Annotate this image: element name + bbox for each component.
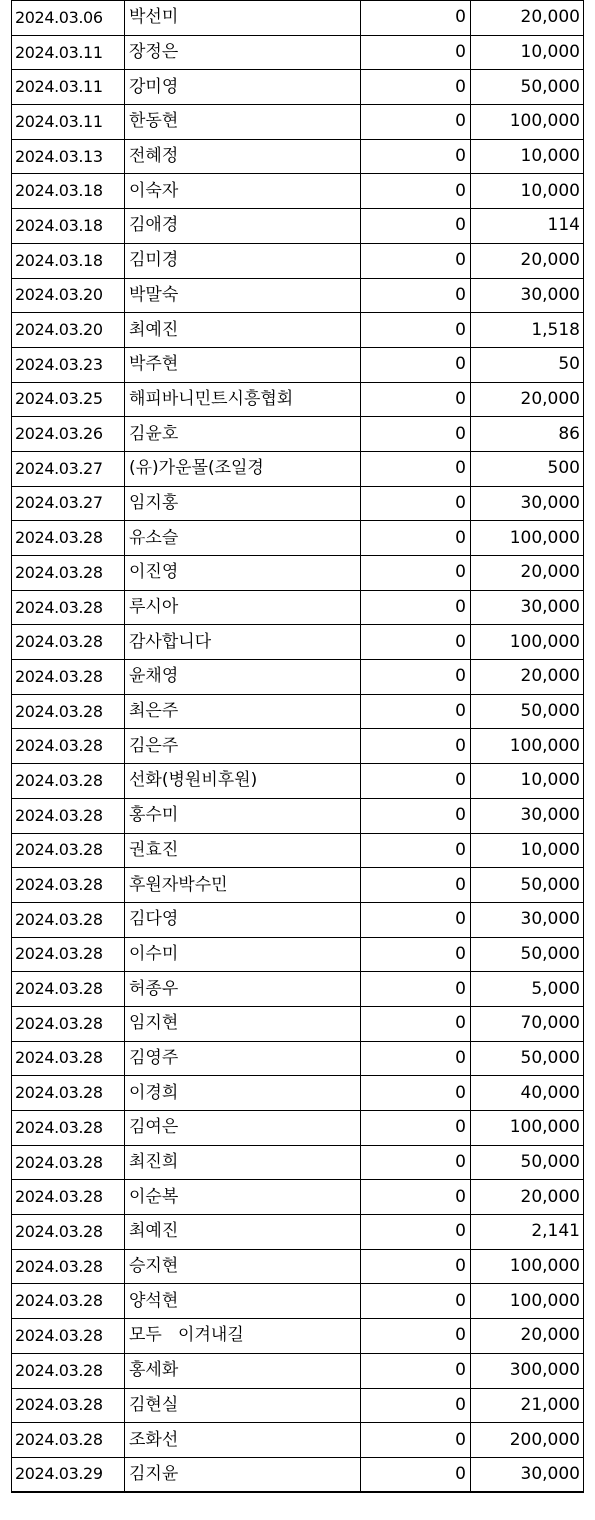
date-cell: 2024.03.28 [12,1353,125,1388]
date-cell: 2024.03.27 [12,451,125,486]
date-cell: 2024.03.25 [12,382,125,417]
date-cell: 2024.03.28 [12,1111,125,1146]
amount-cell: 86 [471,417,584,452]
table-row [12,209,584,244]
table-row [12,764,584,799]
zero-cell: 0 [361,1215,471,1250]
zero-cell: 0 [361,1076,471,1111]
donor-name-cell: 김현실 [125,1388,361,1423]
donor-name-cell: 최예진 [125,313,361,348]
amount-cell: 100,000 [471,1284,584,1319]
zero-cell: 0 [361,139,471,174]
donor-name-cell: 한동현 [125,105,361,140]
amount-cell: 20,000 [471,1180,584,1215]
zero-cell: 0 [361,590,471,625]
zero-cell: 0 [361,35,471,70]
amount-cell: 30,000 [471,278,584,313]
amount-cell: 30,000 [471,1457,584,1492]
zero-cell: 0 [361,972,471,1007]
donor-name-cell: 양석현 [125,1284,361,1319]
amount-cell: 10,000 [471,174,584,209]
zero-cell: 0 [361,1457,471,1492]
donation-ledger-table [11,0,584,1493]
date-cell: 2024.03.28 [12,798,125,833]
amount-cell: 300,000 [471,1353,584,1388]
zero-cell: 0 [361,70,471,105]
date-cell: 2024.03.23 [12,347,125,382]
zero-cell: 0 [361,902,471,937]
table-row [12,1284,584,1319]
donor-name-cell: 이숙자 [125,174,361,209]
date-cell: 2024.03.11 [12,70,125,105]
amount-cell: 50 [471,347,584,382]
table-row [12,313,584,348]
zero-cell: 0 [361,833,471,868]
donor-name-cell: 후원자박수민 [125,868,361,903]
zero-cell: 0 [361,1284,471,1319]
zero-cell: 0 [361,1353,471,1388]
donor-name-cell: 박말숙 [125,278,361,313]
zero-cell: 0 [361,105,471,140]
amount-cell: 30,000 [471,902,584,937]
date-cell: 2024.03.11 [12,35,125,70]
table-row [12,1319,584,1354]
amount-cell: 30,000 [471,590,584,625]
table-row [12,382,584,417]
table-row [12,694,584,729]
zero-cell: 0 [361,278,471,313]
table-row [12,1,584,36]
zero-cell: 0 [361,1,471,36]
date-cell: 2024.03.20 [12,313,125,348]
date-cell: 2024.03.28 [12,1388,125,1423]
date-cell: 2024.03.28 [12,1145,125,1180]
amount-cell: 40,000 [471,1076,584,1111]
zero-cell: 0 [361,1388,471,1423]
donor-name-cell: 장정은 [125,35,361,70]
zero-cell: 0 [361,868,471,903]
date-cell: 2024.03.28 [12,1076,125,1111]
table-row [12,1180,584,1215]
amount-cell: 20,000 [471,1319,584,1354]
table-row [12,798,584,833]
table-row [12,1145,584,1180]
amount-cell: 30,000 [471,798,584,833]
zero-cell: 0 [361,1006,471,1041]
date-cell: 2024.03.28 [12,1006,125,1041]
table-row [12,1006,584,1041]
amount-cell: 30,000 [471,486,584,521]
amount-cell: 100,000 [471,625,584,660]
zero-cell: 0 [361,1111,471,1146]
amount-cell: 20,000 [471,660,584,695]
zero-cell: 0 [361,556,471,591]
date-cell: 2024.03.18 [12,174,125,209]
donor-name-cell: 감사합니다 [125,625,361,660]
table-row [12,451,584,486]
zero-cell: 0 [361,1041,471,1076]
table-row [12,174,584,209]
donor-name-cell: 승지현 [125,1249,361,1284]
ledger-body [12,1,584,1493]
donor-name-cell: 이수미 [125,937,361,972]
zero-cell: 0 [361,1249,471,1284]
zero-cell: 0 [361,521,471,556]
amount-cell: 50,000 [471,70,584,105]
amount-cell: 10,000 [471,35,584,70]
amount-cell: 20,000 [471,243,584,278]
date-cell: 2024.03.29 [12,1457,125,1492]
amount-cell: 20,000 [471,382,584,417]
donor-name-cell: 허종우 [125,972,361,1007]
table-row [12,937,584,972]
donor-name-cell: 김애경 [125,209,361,244]
date-cell: 2024.03.28 [12,764,125,799]
donor-name-cell: 이경희 [125,1076,361,1111]
table-row [12,243,584,278]
date-cell: 2024.03.28 [12,660,125,695]
zero-cell: 0 [361,1145,471,1180]
donor-name-cell: (유)가운몰(조일경 [125,451,361,486]
zero-cell: 0 [361,243,471,278]
amount-cell: 50,000 [471,694,584,729]
date-cell: 2024.03.11 [12,105,125,140]
amount-cell: 20,000 [471,556,584,591]
zero-cell: 0 [361,798,471,833]
table-row [12,833,584,868]
table-row [12,972,584,1007]
table-row [12,729,584,764]
date-cell: 2024.03.28 [12,1215,125,1250]
date-cell: 2024.03.06 [12,1,125,36]
donor-name-cell: 모두 이겨내길 [125,1319,361,1354]
zero-cell: 0 [361,764,471,799]
amount-cell: 10,000 [471,139,584,174]
donor-name-cell: 박주현 [125,347,361,382]
donor-name-cell: 임지현 [125,1006,361,1041]
amount-cell: 100,000 [471,105,584,140]
table-row [12,660,584,695]
amount-cell: 20,000 [471,1,584,36]
amount-cell: 100,000 [471,729,584,764]
amount-cell: 10,000 [471,764,584,799]
donor-name-cell: 홍세화 [125,1353,361,1388]
donor-name-cell: 김다영 [125,902,361,937]
date-cell: 2024.03.28 [12,1249,125,1284]
zero-cell: 0 [361,382,471,417]
zero-cell: 0 [361,729,471,764]
amount-cell: 70,000 [471,1006,584,1041]
donor-name-cell: 김미경 [125,243,361,278]
amount-cell: 100,000 [471,1111,584,1146]
zero-cell: 0 [361,1423,471,1458]
donor-name-cell: 권효진 [125,833,361,868]
date-cell: 2024.03.27 [12,486,125,521]
date-cell: 2024.03.28 [12,937,125,972]
donor-name-cell: 조화선 [125,1423,361,1458]
donor-name-cell: 선화(병원비후원) [125,764,361,799]
zero-cell: 0 [361,347,471,382]
date-cell: 2024.03.18 [12,243,125,278]
donor-name-cell: 루시아 [125,590,361,625]
date-cell: 2024.03.28 [12,556,125,591]
amount-cell: 10,000 [471,833,584,868]
amount-cell: 100,000 [471,521,584,556]
zero-cell: 0 [361,694,471,729]
donor-name-cell: 해피바니민트시흥협회 [125,382,361,417]
date-cell: 2024.03.28 [12,590,125,625]
date-cell: 2024.03.28 [12,868,125,903]
table-row [12,1076,584,1111]
zero-cell: 0 [361,451,471,486]
date-cell: 2024.03.28 [12,694,125,729]
zero-cell: 0 [361,209,471,244]
zero-cell: 0 [361,313,471,348]
donor-name-cell: 강미영 [125,70,361,105]
table-row [12,1423,584,1458]
amount-cell: 50,000 [471,1145,584,1180]
date-cell: 2024.03.28 [12,1423,125,1458]
date-cell: 2024.03.28 [12,729,125,764]
donor-name-cell: 최은주 [125,694,361,729]
table-row [12,347,584,382]
amount-cell: 21,000 [471,1388,584,1423]
table-row [12,521,584,556]
table-row [12,70,584,105]
table-row [12,278,584,313]
amount-cell: 114 [471,209,584,244]
date-cell: 2024.03.20 [12,278,125,313]
date-cell: 2024.03.18 [12,209,125,244]
donor-name-cell: 홍수미 [125,798,361,833]
donor-name-cell: 최예진 [125,1215,361,1250]
table-row [12,590,584,625]
table-row [12,35,584,70]
donor-name-cell: 김여은 [125,1111,361,1146]
table-row [12,1111,584,1146]
amount-cell: 1,518 [471,313,584,348]
amount-cell: 50,000 [471,868,584,903]
date-cell: 2024.03.28 [12,625,125,660]
amount-cell: 200,000 [471,1423,584,1458]
amount-cell: 2,141 [471,1215,584,1250]
date-cell: 2024.03.28 [12,902,125,937]
donor-name-cell: 이진영 [125,556,361,591]
table-row [12,1353,584,1388]
date-cell: 2024.03.28 [12,833,125,868]
zero-cell: 0 [361,1319,471,1354]
donor-name-cell: 임지홍 [125,486,361,521]
table-row [12,902,584,937]
date-cell: 2024.03.28 [12,521,125,556]
table-row [12,1249,584,1284]
table-row [12,625,584,660]
date-cell: 2024.03.28 [12,972,125,1007]
table-row [12,868,584,903]
zero-cell: 0 [361,660,471,695]
zero-cell: 0 [361,417,471,452]
zero-cell: 0 [361,937,471,972]
zero-cell: 0 [361,1180,471,1215]
amount-cell: 50,000 [471,1041,584,1076]
table-row [12,417,584,452]
amount-cell: 500 [471,451,584,486]
amount-cell: 100,000 [471,1249,584,1284]
table-row [12,139,584,174]
donor-name-cell: 유소슬 [125,521,361,556]
donor-name-cell: 이순복 [125,1180,361,1215]
donor-name-cell: 김은주 [125,729,361,764]
date-cell: 2024.03.26 [12,417,125,452]
zero-cell: 0 [361,174,471,209]
table-row [12,486,584,521]
donor-name-cell: 김윤호 [125,417,361,452]
date-cell: 2024.03.28 [12,1180,125,1215]
donor-name-cell: 김영주 [125,1041,361,1076]
zero-cell: 0 [361,486,471,521]
table-row [12,1457,584,1492]
donor-name-cell: 윤채영 [125,660,361,695]
donor-name-cell: 박선미 [125,1,361,36]
table-row [12,1215,584,1250]
table-row [12,556,584,591]
donor-name-cell: 전혜정 [125,139,361,174]
amount-cell: 5,000 [471,972,584,1007]
date-cell: 2024.03.28 [12,1284,125,1319]
date-cell: 2024.03.28 [12,1319,125,1354]
zero-cell: 0 [361,625,471,660]
date-cell: 2024.03.13 [12,139,125,174]
table-row [12,105,584,140]
amount-cell: 50,000 [471,937,584,972]
table-row [12,1388,584,1423]
table-row [12,1041,584,1076]
donor-name-cell: 최진희 [125,1145,361,1180]
donor-name-cell: 김지윤 [125,1457,361,1492]
date-cell: 2024.03.28 [12,1041,125,1076]
